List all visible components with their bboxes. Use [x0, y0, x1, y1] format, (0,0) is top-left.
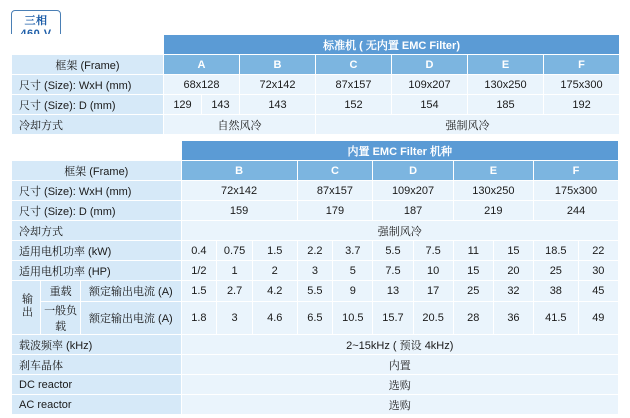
t2-heavy-4: 5.5: [297, 281, 333, 302]
t2-corner: [12, 141, 182, 161]
t2-normal-1: 1.8: [181, 302, 217, 335]
standard-model-table: [11, 34, 620, 135]
table-row: [12, 221, 619, 241]
t2-frame-e: E: [453, 161, 533, 181]
table-row: [12, 75, 620, 95]
t2-dc-reactor-value: 选购: [181, 375, 618, 395]
t1-size-d-5: 154: [392, 95, 468, 115]
t2-heavy-duty-label: 重载: [41, 281, 81, 302]
table-row: [12, 355, 619, 375]
t1-size-d-label: 尺寸 (Size): D (mm): [12, 95, 164, 115]
t2-motor-kw-3: 1.5: [252, 241, 297, 261]
t2-carrier-value: 2~15kHz ( 预设 4kHz): [181, 335, 618, 355]
emc-filter-model-table: [11, 140, 619, 415]
table-row: [12, 375, 619, 395]
t1-size-wh-label: 尺寸 (Size): WxH (mm): [12, 75, 164, 95]
t2-output-group-label: 输出: [12, 281, 41, 335]
t1-cooling-label: 冷却方式: [12, 115, 164, 135]
t1-frame-label: 框架 (Frame): [12, 55, 164, 75]
t2-motor-hp-1: 1/2: [181, 261, 217, 281]
t2-normal-2: 3: [217, 302, 253, 335]
table-row: [12, 261, 619, 281]
t1-cooling-forced: 强制风冷: [316, 115, 620, 135]
table-row: [12, 241, 619, 261]
table-row: [12, 115, 620, 135]
t1-size-wh-a: 68x128: [164, 75, 240, 95]
t2-normal-5: 10.5: [333, 302, 373, 335]
t2-motor-hp-7: 10: [413, 261, 453, 281]
t2-heavy-3: 4.2: [252, 281, 297, 302]
t2-size-wh-c: 87x157: [297, 181, 373, 201]
t2-normal-duty-label: 一般负载: [41, 302, 81, 335]
t1-corner: [12, 35, 164, 55]
t2-size-d-d: 187: [373, 201, 453, 221]
t2-frame-b: B: [181, 161, 297, 181]
t2-normal-6: 15.7: [373, 302, 413, 335]
t1-size-d-6: 185: [468, 95, 544, 115]
t1-frame-a: A: [164, 55, 240, 75]
t2-heavy-5: 9: [333, 281, 373, 302]
t1-size-wh-b: 72x142: [240, 75, 316, 95]
t2-carrier-label: 载波频率 (kHz): [12, 335, 182, 355]
t2-motor-kw-label: 适用电机功率 (kW): [12, 241, 182, 261]
t1-size-d-1: 129: [164, 95, 202, 115]
t1-size-wh-c: 87x157: [316, 75, 392, 95]
t2-motor-kw-7: 7.5: [413, 241, 453, 261]
t2-motor-kw-5: 3.7: [333, 241, 373, 261]
t2-motor-hp-10: 25: [534, 261, 579, 281]
t1-frame-d: D: [392, 55, 468, 75]
t2-motor-hp-11: 30: [578, 261, 618, 281]
table-row: [12, 302, 619, 335]
t2-heavy-11: 45: [578, 281, 618, 302]
t2-heavy-1: 1.5: [181, 281, 217, 302]
t2-size-d-b: 159: [181, 201, 297, 221]
table-row: [12, 201, 619, 221]
t2-size-wh-b: 72x142: [181, 181, 297, 201]
t2-motor-kw-10: 18.5: [534, 241, 579, 261]
table-row: [12, 335, 619, 355]
badge-line-1: 三相: [24, 15, 48, 28]
t2-normal-11: 49: [578, 302, 618, 335]
t1-frame-e: E: [468, 55, 544, 75]
t1-size-d-2: 143: [202, 95, 240, 115]
t2-motor-hp-9: 20: [493, 261, 533, 281]
t2-size-d-e: 219: [453, 201, 533, 221]
t2-size-d-f: 244: [534, 201, 619, 221]
t2-heavy-2: 2.7: [217, 281, 253, 302]
t2-heavy-9: 32: [493, 281, 533, 302]
t2-size-wh-label: 尺寸 (Size): WxH (mm): [12, 181, 182, 201]
t2-frame-f: F: [534, 161, 619, 181]
t2-heavy-10: 38: [534, 281, 579, 302]
t2-frame-label: 框架 (Frame): [12, 161, 182, 181]
t2-size-d-c: 179: [297, 201, 373, 221]
t2-brake-value: 内置: [181, 355, 618, 375]
t1-size-wh-d: 109x207: [392, 75, 468, 95]
t2-normal-duty-sub: 额定输出电流 (A): [81, 302, 181, 335]
t2-motor-kw-6: 5.5: [373, 241, 413, 261]
t2-normal-4: 6.5: [297, 302, 333, 335]
t2-motor-hp-4: 3: [297, 261, 333, 281]
t2-frame-c: C: [297, 161, 373, 181]
t2-frame-d: D: [373, 161, 453, 181]
t2-motor-hp-label: 适用电机功率 (HP): [12, 261, 182, 281]
t2-size-d-label: 尺寸 (Size): D (mm): [12, 201, 182, 221]
t2-motor-kw-4: 2.2: [297, 241, 333, 261]
t2-motor-hp-3: 2: [252, 261, 297, 281]
t2-size-wh-d: 109x207: [373, 181, 453, 201]
t2-size-wh-f: 175x300: [534, 181, 619, 201]
t1-title: 标准机 ( 无内置 EMC Filter): [164, 35, 620, 55]
t1-frame-f: F: [544, 55, 620, 75]
t2-normal-7: 20.5: [413, 302, 453, 335]
t2-normal-3: 4.6: [252, 302, 297, 335]
t2-heavy-duty-sub: 额定输出电流 (A): [81, 281, 181, 302]
t1-cooling-natural: 自然风冷: [164, 115, 316, 135]
t1-size-wh-f: 175x300: [544, 75, 620, 95]
table-row: [12, 281, 619, 302]
t2-heavy-8: 25: [453, 281, 493, 302]
t2-size-wh-e: 130x250: [453, 181, 533, 201]
t2-motor-hp-2: 1: [217, 261, 253, 281]
t2-normal-8: 28: [453, 302, 493, 335]
t2-motor-kw-9: 15: [493, 241, 533, 261]
t2-dc-reactor-label: DC reactor: [12, 375, 182, 395]
t1-size-d-3: 143: [240, 95, 316, 115]
table-row: [12, 181, 619, 201]
t1-size-d-4: 152: [316, 95, 392, 115]
t1-size-d-7: 192: [544, 95, 620, 115]
t2-cooling-value: 强制风冷: [181, 221, 618, 241]
t2-motor-hp-8: 15: [453, 261, 493, 281]
table-row: [12, 95, 620, 115]
t2-title: 内置 EMC Filter 机种: [181, 141, 618, 161]
t2-motor-kw-1: 0.4: [181, 241, 217, 261]
t2-motor-kw-8: 11: [453, 241, 493, 261]
t2-ac-reactor-label: AC reactor: [12, 395, 182, 415]
t2-ac-reactor-value: 选购: [181, 395, 618, 415]
t2-motor-kw-11: 22: [578, 241, 618, 261]
t2-heavy-7: 17: [413, 281, 453, 302]
t2-heavy-6: 13: [373, 281, 413, 302]
t1-frame-b: B: [240, 55, 316, 75]
table-row: [12, 395, 619, 415]
t2-motor-kw-2: 0.75: [217, 241, 253, 261]
t2-motor-hp-5: 5: [333, 261, 373, 281]
t2-cooling-label: 冷却方式: [12, 221, 182, 241]
t1-frame-c: C: [316, 55, 392, 75]
t1-size-wh-e: 130x250: [468, 75, 544, 95]
t2-motor-hp-6: 7.5: [373, 261, 413, 281]
t2-normal-9: 36: [493, 302, 533, 335]
t2-brake-label: 刹车晶体: [12, 355, 182, 375]
t2-normal-10: 41.5: [534, 302, 579, 335]
